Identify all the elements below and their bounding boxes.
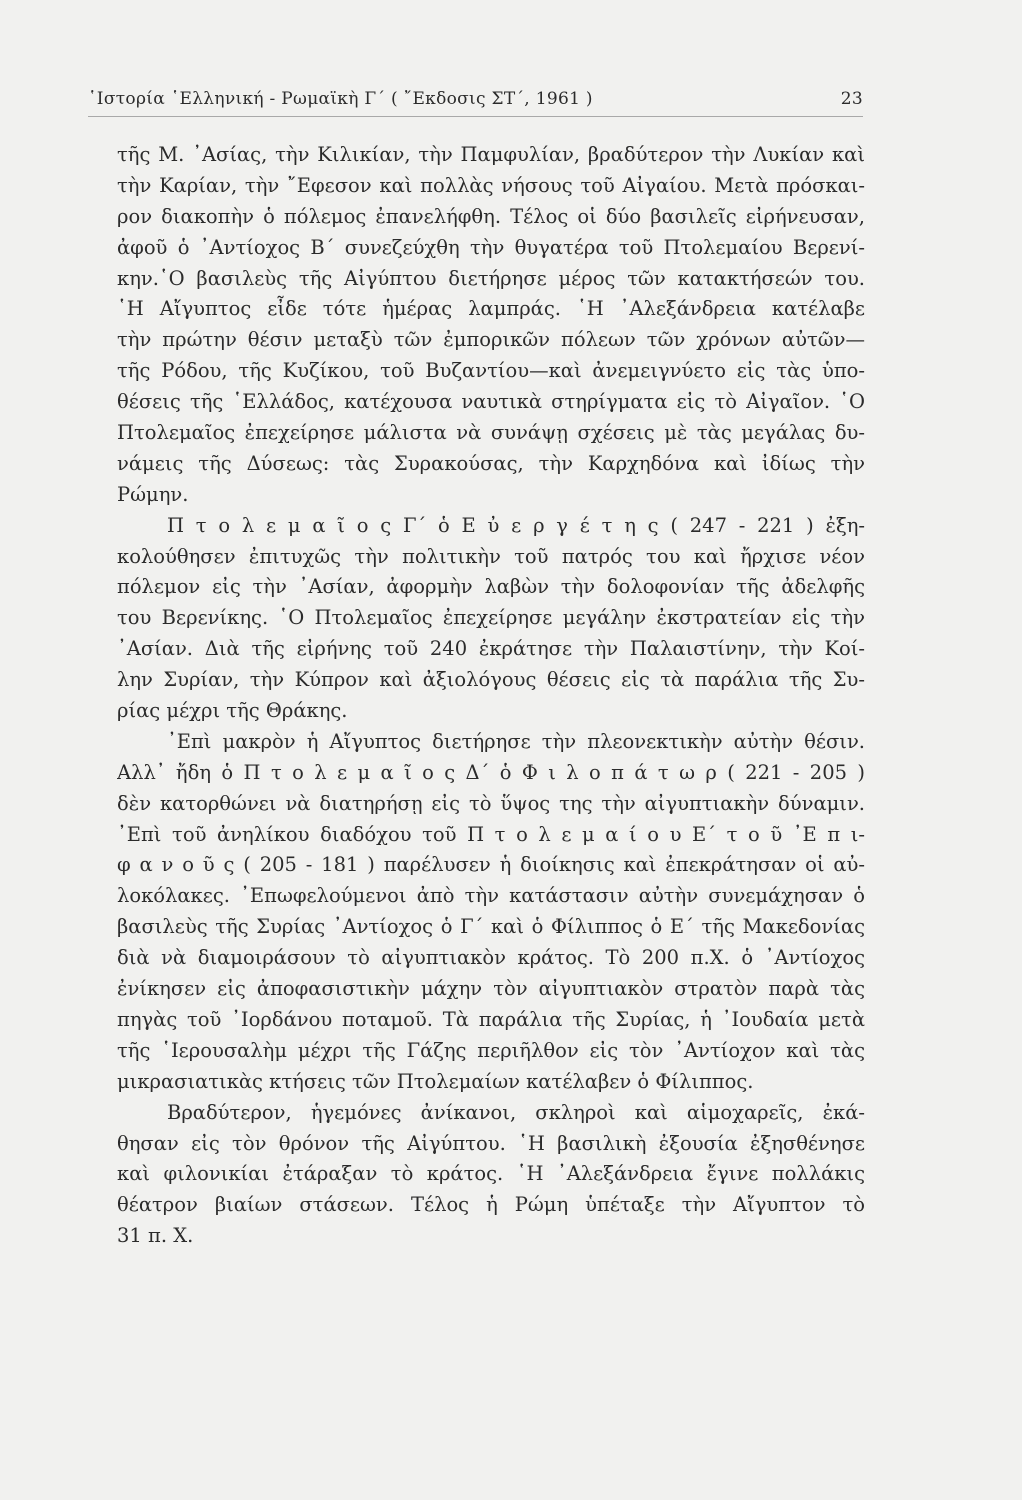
text-line: πηγὰς τοῦ ᾿Ιορδάνου ποταμοῦ. Τὰ παράλια τῆς Συρίας, ἡ ᾿Ιουδαία μετὰ [117,1007,865,1031]
text-line: τῆς ῾Ιερουσαλὴμ μέχρι τῆς Γάζης περιῆλθον εἰς τὸν ᾿Αντίοχον καὶ τὰς [117,1038,865,1062]
text-line: λοκόλακες. ᾿Επωφελούμενοι ἀπὸ τὴν κατάστασιν αὐτὴν συνεμάχησαν ὁ [117,884,865,908]
text-line: κολούθησεν ἐπιτυχῶς τὴν πολιτικὴν τοῦ πατρός του καὶ ἤρχισε νέον [117,544,865,568]
text-line: ρον διακοπὴν ὁ πόλεμος ἐπανελήφθη. Τέλος οἱ δύο βασιλεῖς εἰρήνευσαν, [117,204,865,228]
running-header [88,86,863,112]
text-line: πόλεμον εἰς τὴν ᾿Ασίαν, ἀφορμὴν λαβὼν τὴν δολοφονίαν τῆς ἀδελφῆς [117,575,865,599]
text-line: ρίας μέχρι τῆς Θράκης. [117,699,348,723]
page-number: 23 [840,89,863,109]
text-line: τῆς Μ. ᾿Ασίας, τὴν Κιλικίαν, τὴν Παμφυλίαν, βραδύτερον τὴν Λυκίαν καὶ [117,143,865,166]
text-line: Ρώμην. [117,482,189,506]
text-line: θησαν εἰς τὸν θρόνον τῆς Αἰγύπτου. ῾Η βασιλικὴ ἐξουσία ἐξησθένησε [117,1131,865,1155]
text-line: θέσεις τῆς ῾Ελλάδος, κατέχουσα ναυτικὰ στηρίγματα εἰς τὸ Αἰγαῖον. ῾Ο [117,390,865,414]
text-line: του Βερενίκης. ῾Ο Πτολεμαῖος ἐπεχείρησε μεγάλην ἐκστρατείαν εἰς τὴν [117,606,865,630]
text-line: ᾿Ασίαν. Διὰ τῆς εἰρήνης τοῦ 240 ἐκράτησε τὴν Παλαιστίνην, τὴν Κοί- [117,637,865,661]
text-line: μικρασιατικὰς κτήσεις τῶν Πτολεμαίων κατέλαβεν ὁ Φίλιππος. [117,1069,754,1093]
text-line: θέατρον βιαίων στάσεων. Τέλος ἡ Ρώμη ὑπέταξε τὴν Αἴγυπτον τὸ [117,1193,865,1217]
text-line: λην Συρίαν, τὴν Κύπρον καὶ ἀξιολόγους θέσεις εἰς τὰ παράλια τῆς Συ- [117,668,865,692]
body-text [117,140,865,1252]
text-line: βασιλεὺς τῆς Συρίας ᾿Αντίοχος ὁ Γ´ καὶ ὁ Φίλιππος ὁ Ε´ τῆς Μακεδονίας [117,915,865,939]
text-line: κην.῾Ο βασιλεὺς τῆς Αἰγύπτου διετήρησε μέρος τῶν κατακτήσεών του. [117,266,865,290]
text-line: ἀφοῦ ὁ ᾿Αντίοχος Β´ συνεζεύχθη τὴν θυγατέρα τοῦ Πτολεμαίου Βερενί- [117,235,865,259]
text-line: Πτολεμαῖος ἐπεχείρησε μάλιστα νὰ συνάψῃ σχέσεις μὲ τὰς μεγάλας δυ- [117,421,865,445]
text-line: καὶ φιλονικίαι ἐτάραξαν τὸ κράτος. ῾Η ᾿Αλεξάνδρεια ἔγινε πολλάκις [117,1162,865,1186]
text-line: ἐνίκησεν εἰς ἀποφασιστικὴν μάχην τὸν αἰγυπτιακὸν στρατὸν παρὰ τὰς [117,977,865,1001]
text-line: φ α ν ο ῦ ς ( 205 - 181 ) παρέλυσεν ἡ διοίκησις καὶ ἐπεκράτησαν οἱ αὐ- [117,853,865,877]
running-header-title: ῾Ιστορία ῾Ελληνική - Ρωμαϊκὴ Γ´ ( ῎Εκδοσις ΣΤ´, 1961 ) [88,89,593,109]
header-rule [88,116,863,117]
text-line: Βραδύτερον, ἡγεμόνες ἀνίκανοι, σκληροὶ καὶ αἱμοχαρεῖς, ἐκά- [167,1100,865,1124]
text-line: νάμεις τῆς Δύσεως: τὰς Συρακούσας, τὴν Καρχηδόνα καὶ ἰδίως τὴν [117,451,865,475]
text-line: Π τ ο λ ε μ α ῖ ο ς Γ´ ὁ Ε ὐ ε ρ γ έ τ η ς ( 247 - 221 ) ἐξη- [167,513,865,537]
text-line: ᾿Επὶ μακρὸν ἡ Αἴγυπτος διετήρησε τὴν πλεονεκτικὴν αὐτὴν θέσιν. [167,729,865,753]
text-line: δὲν κατορθώνει νὰ διατηρήσῃ εἰς τὸ ὕψος της τὴν αἰγυπτιακὴν δύναμιν. [117,791,865,815]
text-line: διὰ νὰ διαμοιράσουν τὸ αἰγυπτιακὸν κράτος. Τὸ 200 π.Χ. ὁ ᾿Αντίοχος [117,946,865,970]
text-line: ᾿Επὶ τοῦ ἀνηλίκου διαδόχου τοῦ Π τ ο λ ε μ α ί ο υ Ε´ τ ο ῦ ᾿Ε π ι- [117,822,865,846]
text-line: τὴν πρώτην θέσιν μεταξὺ τῶν ἐμπορικῶν πόλεων τῶν χρόνων αὐτῶν— [117,328,865,352]
text-line: Αλλ᾿ ἤδη ὁ Π τ ο λ ε μ α ῖ ο ς Δ´ ὁ Φ ι λ ο π ά τ ω ρ ( 221 - 205 ) [117,760,865,784]
text-line: τῆς Ρόδου, τῆς Κυζίκου, τοῦ Βυζαντίου—καὶ ἀνεμειγνύετο εἰς τὰς ὑπο- [117,359,865,383]
text-line: 31 π. Χ. [117,1224,194,1248]
text-line: τὴν Καρίαν, τὴν ῎Εφεσον καὶ πολλὰς νήσους τοῦ Αἰγαίου. Μετὰ πρόσκαι- [117,173,865,197]
text-line: ῾Η Αἴγυπτος εἶδε τότε ἡμέρας λαμπράς. ῾Η ᾿Αλεξάνδρεια κατέλαβε [117,297,865,321]
